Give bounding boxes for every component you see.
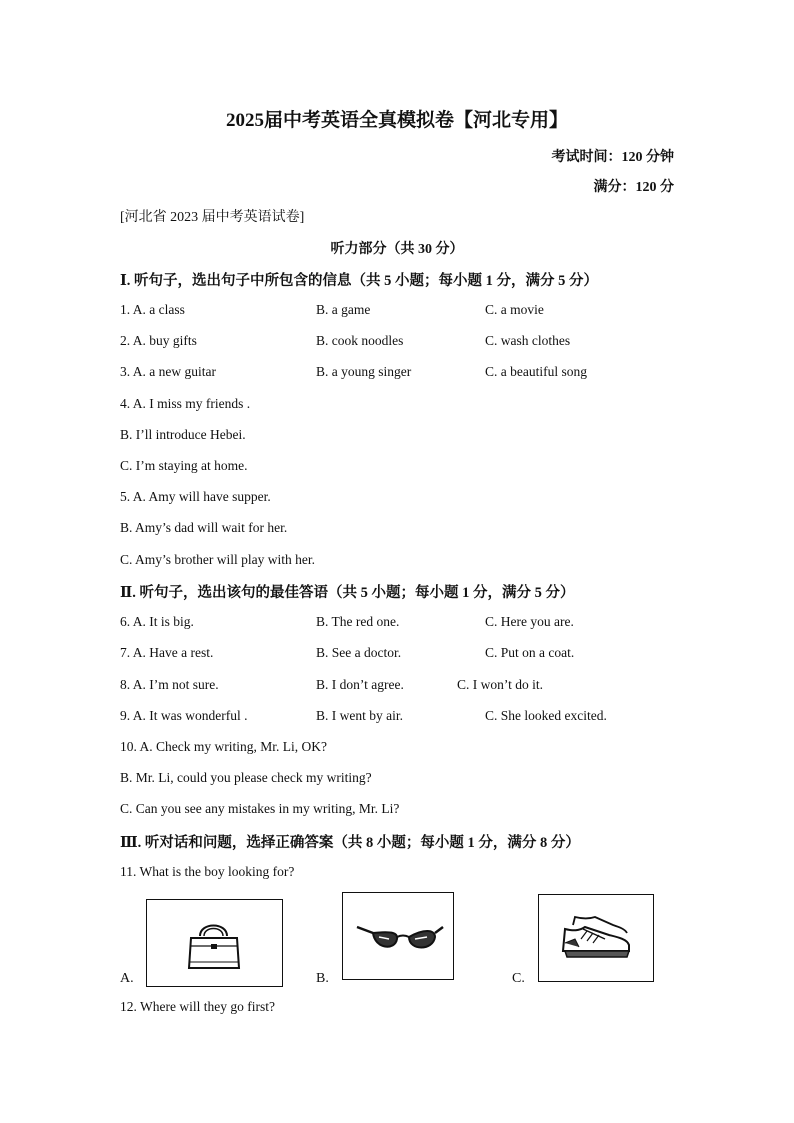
q6-option-a: 6. A. It is big.	[120, 614, 194, 629]
handbag-icon	[147, 973, 282, 990]
q11-image-b	[342, 892, 454, 980]
q5-option-c: C. Amy’s brother will play with her.	[120, 552, 315, 567]
part-title: 听力部分（共 30 分）	[330, 242, 464, 257]
q5-option-b: B. Amy’s dad will wait for her.	[120, 520, 288, 535]
q1-option-a: 1. A. a class	[120, 302, 185, 317]
sneaker-icon	[539, 968, 653, 985]
section-3-heading: Ⅲ. 听对话和问题，选择正确答案（共 8 小题；每小题 1 分，满分 8 分）	[120, 835, 580, 851]
full-score: 满分：120 分	[593, 180, 674, 195]
q12-question: 12. Where will they go first?	[120, 999, 275, 1014]
q2-option-c: C. wash clothes	[485, 333, 571, 348]
q8-option-b: B. I don’t agree.	[316, 677, 404, 692]
q4-option-c: C. I’m staying at home.	[120, 458, 248, 473]
q3-option-c: C. a beautiful song	[485, 364, 587, 379]
q7-option-b: B. See a doctor.	[316, 645, 402, 660]
q1-option-b: B. a game	[316, 302, 371, 317]
q11-label-c: C.	[512, 971, 525, 986]
q5-option-a: 5. A. Amy will have supper.	[120, 489, 271, 504]
q9-option-c: C. She looked excited.	[485, 708, 607, 723]
q10-option-c: C. Can you see any mistakes in my writing, Mr. Li?	[120, 801, 400, 816]
page-title: 2025届中考英语全真模拟卷【河北专用】	[225, 110, 568, 131]
source-note: [河北省 2023 届中考英语试卷]	[120, 210, 305, 225]
q8-option-a: 8. A. I’m not sure.	[120, 677, 219, 692]
q8-option-c: C. I won’t do it.	[457, 677, 544, 692]
q9-option-a: 9. A. It was wonderful .	[120, 708, 248, 723]
q11-image-c	[538, 894, 654, 982]
q7-option-a: 7. A. Have a rest.	[120, 645, 214, 660]
q9-option-b: B. I went by air.	[316, 708, 403, 723]
q4-option-a: 4. A. I miss my friends .	[120, 396, 251, 411]
q3-option-a: 3. A. a new guitar	[120, 364, 216, 379]
q6-option-b: B. The red one.	[316, 614, 400, 629]
q10-option-a: 10. A. Check my writing, Mr. Li, OK?	[120, 739, 327, 754]
section-1-heading: Ⅰ. 听句子，选出句子中所包含的信息（共 5 小题；每小题 1 分，满分 5 分）	[120, 273, 599, 289]
q4-option-b: B. I’ll introduce Hebei.	[120, 427, 246, 442]
q2-option-b: B. cook noodles	[316, 333, 404, 348]
q3-option-b: B. a young singer	[316, 364, 412, 379]
q1-option-c: C. a movie	[485, 302, 544, 317]
q11-label-a: A.	[120, 971, 134, 986]
q6-option-c: C. Here you are.	[485, 614, 574, 629]
section-2-heading: Ⅱ. 听句子，选出该句的最佳答语（共 5 小题；每小题 1 分，满分 5 分）	[120, 585, 575, 601]
q10-option-b: B. Mr. Li, could you please check my writing?	[120, 770, 372, 785]
q2-option-a: 2. A. buy gifts	[120, 333, 197, 348]
q11-image-a	[146, 899, 283, 987]
q11-question: 11. What is the boy looking for?	[120, 864, 295, 879]
exam-time: 考试时间：120 分钟	[551, 150, 674, 165]
q11-label-b: B.	[316, 971, 329, 986]
q7-option-c: C. Put on a coat.	[485, 645, 575, 660]
glasses-icon	[343, 966, 453, 983]
